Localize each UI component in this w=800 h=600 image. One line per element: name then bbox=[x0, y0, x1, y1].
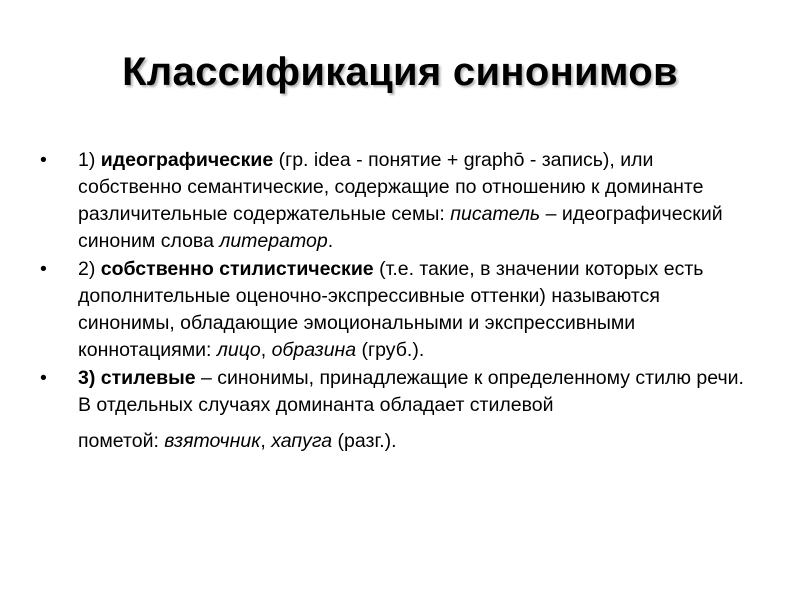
bullet-text: (разг.). bbox=[332, 430, 397, 452]
example-word: образина bbox=[271, 339, 357, 361]
bullet-marker: • bbox=[40, 149, 47, 171]
bullet-text: (груб.). bbox=[356, 339, 425, 361]
bullet-text: . bbox=[327, 230, 334, 252]
term-stylistic: собственно стилистические bbox=[100, 258, 374, 280]
line-spacer bbox=[78, 419, 760, 428]
term-style: 3) стилевые bbox=[78, 367, 196, 389]
bullet-text: (т.е. такие, в значении которых есть дополнительные оценочно-экспрессивные оттенки) называются синонимы, обладающие эмоциональными и экспрессивными коннотациями: bbox=[78, 258, 704, 361]
separator: , bbox=[260, 430, 272, 452]
slide-title: Классификация синонимов bbox=[122, 50, 678, 94]
bullet-number: 1) bbox=[78, 149, 101, 171]
bullet-text: пометой: bbox=[78, 430, 165, 452]
example-word: писатель bbox=[450, 203, 541, 225]
example-word: лицо bbox=[216, 339, 261, 361]
bullet-marker: • bbox=[40, 367, 47, 389]
bullet-number: 2) bbox=[78, 258, 101, 280]
bullet-list bbox=[40, 147, 760, 456]
bullet-item-3 bbox=[40, 365, 760, 455]
bullet-text: (гр. idea - понятие + graphō - запись), или собственно семантические, содержащие по отношению к доминанте различительные содержательные семы: bbox=[78, 149, 704, 225]
example-word: взяточник bbox=[164, 430, 261, 452]
bullet-text: – идеографический синоним слова bbox=[78, 203, 723, 252]
term-ideographic: идеографические bbox=[100, 149, 274, 171]
bullet-item-1 bbox=[40, 147, 760, 255]
bullet-marker: • bbox=[40, 258, 47, 280]
bullet-text: – синонимы, принадлежащие к определенному стилю речи. В отдельных случаях доминанта обладает стилевой bbox=[78, 367, 744, 416]
example-word: хапуга bbox=[271, 430, 333, 452]
separator: , bbox=[260, 339, 272, 361]
bullet-item-2 bbox=[40, 256, 760, 364]
example-word: литератор bbox=[219, 230, 328, 252]
